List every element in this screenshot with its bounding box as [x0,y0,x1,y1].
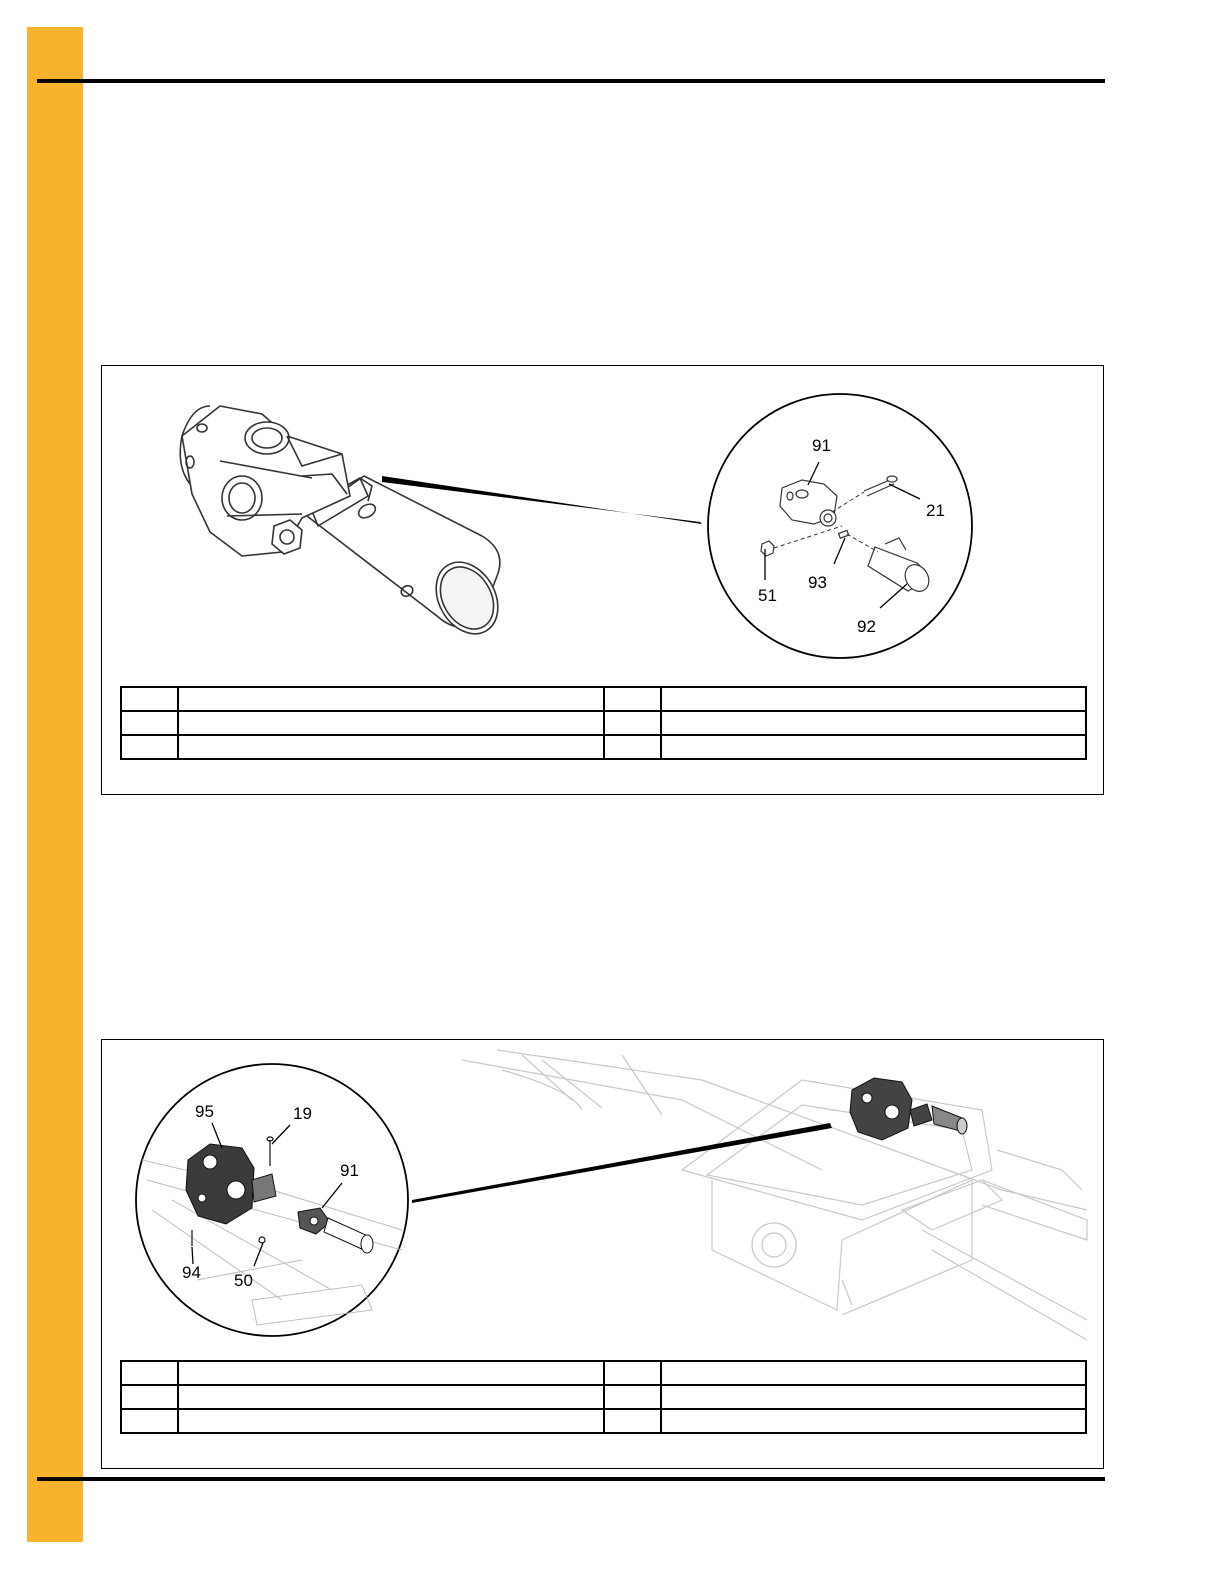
description-cell [178,1361,604,1385]
gearbox-illustration [102,1040,1105,1360]
description-cell [178,687,604,711]
ref-cell [121,1385,178,1409]
callout-91: 91 [812,436,831,455]
figure-gearbox-assembly [101,1039,1104,1469]
callout-50: 50 [234,1271,253,1290]
ref-cell [604,735,661,759]
callout-91: 91 [340,1161,359,1180]
ref-cell [121,687,178,711]
table-row [121,735,1086,759]
header-rule [37,79,1105,83]
description-cell [661,1409,1086,1433]
description-cell [661,735,1086,759]
description-cell [178,711,604,735]
parts-table [120,1360,1087,1434]
table-row [121,687,1086,711]
footer-rule [37,1477,1105,1481]
callout-94: 94 [182,1263,201,1282]
ref-cell [604,1409,661,1433]
table-row [121,1361,1086,1385]
ref-cell [121,735,178,759]
section-tab [27,27,83,1542]
callout-95: 95 [195,1102,214,1121]
parts-table [120,686,1087,760]
description-cell [661,711,1086,735]
callout-21: 21 [926,501,945,520]
ref-cell [121,1361,178,1385]
description-cell [661,687,1086,711]
table-row [121,1385,1086,1409]
table-row [121,711,1086,735]
ref-cell [604,1361,661,1385]
table-row [121,1409,1086,1433]
description-cell [661,1385,1086,1409]
description-cell [178,1385,604,1409]
ref-cell [604,687,661,711]
callout-19: 19 [293,1104,312,1123]
figure-driveline-assembly [101,365,1104,795]
ref-cell [604,1385,661,1409]
description-cell [178,735,604,759]
callout-93: 93 [808,573,827,592]
callout-51: 51 [758,586,777,605]
ref-cell [121,1409,178,1433]
ref-cell [121,711,178,735]
driveline-illustration [102,366,1105,686]
description-cell [178,1409,604,1433]
ref-cell [604,711,661,735]
description-cell [661,1361,1086,1385]
callout-92: 92 [857,617,876,636]
